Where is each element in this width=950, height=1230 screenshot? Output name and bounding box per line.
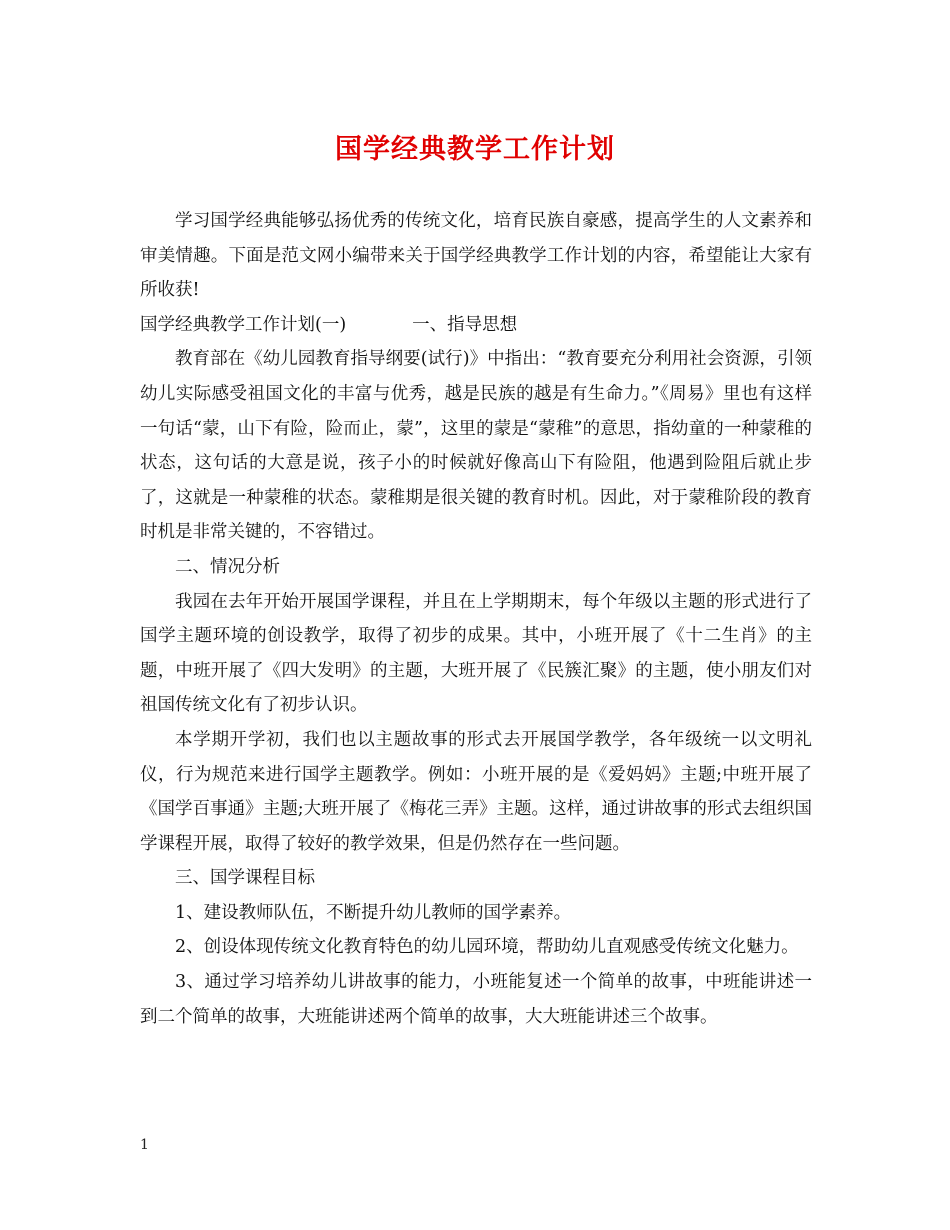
section-1-paragraph: 教育部在《幼儿园教育指导纲要(试行)》中指出：“教育要充分利用社会资源，引领幼儿实际感受祖国文化的丰富与优秀，越是民族的越是有生命力。”《周易》里也有这样一句话“蒙，山下有险，险而止，蒙”，这里的蒙是“蒙稚”的意思，指幼童的一种蒙稚的状态，这句话的大意是说，孩子小的时候就好像高山下有险阻，他遇到险阻后就止步了，这就是一种蒙稚的状态。蒙稚期是很关键的教育时机。因此，对于蒙稚阶段的教育时机是非常关键的，不容错过。 [140, 349, 812, 543]
page-number: 1 [140, 1137, 149, 1153]
document-body [140, 204, 812, 1034]
section-1-heading: 一、指导思想 [412, 314, 518, 335]
goal-item-2: 2、创设体现传统文化教育特色的幼儿园环境，帮助幼儿直观感受传统文化魅力。 [175, 937, 799, 958]
section-2-paragraph-2: 本学期开学初，我们也以主题故事的形式去开展国学教学，各年级统一以文明礼仪，行为规范来进行国学主题教学。例如：小班开展的是《爱妈妈》主题;中班开展了《国学百事通》主题;大班开展了《梅花三弄》主题。这样，通过讲故事的形式去组织国学课程开展，取得了较好的教学效果，但是仍然存在一些问题。 [140, 729, 812, 854]
plan-heading: 国学经典教学工作计划(一) [140, 314, 347, 335]
section-2-heading: 二、情况分析 [175, 556, 280, 577]
section-2-paragraph-1: 我园在去年开始开展国学课程，并且在上学期期末，每个年级以主题的形式进行了国学主题环境的创设教学，取得了初步的成果。其中，小班开展了《十二生肖》的主题，中班开展了《四大发明》的主题，大班开展了《民簇汇聚》的主题，使小朋友们对祖国传统文化有了初步认识。 [140, 591, 812, 716]
section-3-heading: 三、国学课程目标 [175, 868, 315, 889]
goal-item-3: 3、通过学习培养幼儿讲故事的能力，小班能复述一个简单的故事，中班能讲述一到二个简单的故事，大班能讲述两个简单的故事，大大班能讲述三个故事。 [140, 972, 812, 1027]
document-title: 国学经典教学工作计划 [335, 134, 615, 165]
plan-heading-line [140, 308, 812, 343]
goal-item-1: 1、建设教师队伍，不断提升幼儿教师的国学素养。 [175, 902, 572, 923]
intro-paragraph: 学习国学经典能够弘扬优秀的传统文化，培育民族自豪感，提高学生的人文素养和审美情趣。下面是范文网小编带来关于国学经典教学工作计划的内容，希望能让大家有所收获! [140, 211, 812, 301]
